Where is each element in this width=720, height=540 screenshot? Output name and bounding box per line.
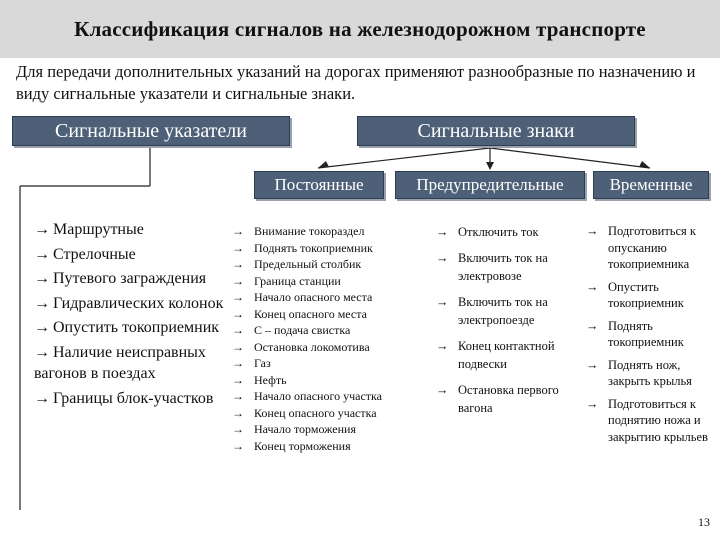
signal-signs-label: Сигнальные знаки <box>417 119 575 142</box>
list-item <box>34 317 224 339</box>
page-title: Классификация сигналов на железнодорожном транспорте <box>74 16 646 41</box>
list-item-text: Маршрутные <box>53 221 144 238</box>
list-item-text: Конец опасного участка <box>254 405 377 420</box>
arrow-icon: → <box>436 251 449 265</box>
list-item-text: Опустить токоприемник <box>608 279 684 310</box>
warning-box <box>395 171 585 199</box>
list-item <box>34 244 224 266</box>
list-item <box>586 223 716 273</box>
list-item-text: Путевого заграждения <box>53 270 207 287</box>
arrow-icon: → <box>586 357 599 372</box>
signs-connector-right <box>490 148 650 168</box>
list-item-text: Конец опасного места <box>254 306 367 321</box>
list-item-text: Поднять токоприемник <box>608 318 684 349</box>
list-item-text: Отключить ток <box>458 225 539 239</box>
arrow-icon: → <box>232 240 244 255</box>
list-item-text: Начало опасного места <box>254 290 373 304</box>
list-item-text: Граница станции <box>254 273 341 288</box>
list-item <box>586 318 716 351</box>
arrow-icon: → <box>34 270 50 287</box>
arrow-icon: → <box>232 405 244 420</box>
list-item-text: Конец торможения <box>254 438 351 453</box>
arrow-icon: → <box>586 318 599 333</box>
permanent-box <box>254 171 384 199</box>
list-item-text: Опустить токоприемник <box>53 319 220 336</box>
list-item-text: Включить ток на электропоезде <box>458 295 548 327</box>
arrowhead-left <box>318 161 329 168</box>
list-item-text: Поднять токоприемник <box>254 240 373 255</box>
arrow-icon: → <box>586 279 599 294</box>
list-item <box>586 396 716 446</box>
arrow-icon: → <box>232 273 244 288</box>
warning-label: Предупредительные <box>416 175 564 194</box>
arrow-icon: → <box>436 383 449 397</box>
intro-text: Для передачи дополнительных указаний на дорогах применяют разнообразные по назначению и виду сигнальные указатели и сигнальные знаки. <box>16 62 696 103</box>
arrow-icon: → <box>34 389 50 407</box>
list-item-text: Начало торможения <box>254 422 356 436</box>
list-item <box>586 279 716 312</box>
list-item <box>34 342 224 385</box>
list-item <box>436 337 566 373</box>
list-item-text: Газ <box>254 356 271 370</box>
arrow-icon: → <box>34 221 50 238</box>
arrow-icon: → <box>586 224 599 238</box>
arrow-icon: → <box>232 306 244 321</box>
arrow-icon: → <box>232 257 244 271</box>
list-item <box>232 240 407 257</box>
arrow-icon: → <box>436 339 449 353</box>
list-item <box>232 388 407 405</box>
list-item <box>232 421 407 438</box>
list-item <box>232 372 407 389</box>
list-item-text: Остановка локомотива <box>254 339 370 354</box>
list-item <box>586 357 716 390</box>
list-item <box>232 322 407 339</box>
list-item-text: Предельный столбик <box>254 257 362 271</box>
warning-list <box>436 223 566 425</box>
list-item-text: Остановка первого вагона <box>458 383 559 415</box>
arrow-icon: → <box>232 438 244 453</box>
list-item-text: Границы блок-участков <box>53 389 214 407</box>
arrow-icon: → <box>232 323 244 337</box>
arrow-icon: → <box>232 389 244 403</box>
arrow-icon: → <box>232 339 244 354</box>
list-item <box>232 405 407 422</box>
arrowhead-mid <box>486 162 494 170</box>
list-item-text: Подготовиться к опусканию токоприемника <box>608 224 696 271</box>
arrow-icon: → <box>436 225 449 239</box>
list-item <box>436 293 566 329</box>
temporary-list <box>586 223 716 451</box>
list-item <box>436 249 566 285</box>
list-item-text: Подготовиться к поднятию ножа и закрытию крыльев <box>608 396 708 444</box>
arrow-icon: → <box>586 396 599 411</box>
temporary-label: Временные <box>609 175 693 194</box>
permanent-list <box>232 223 407 454</box>
arrow-icon: → <box>34 343 50 361</box>
list-item-text: Стрелочные <box>53 245 136 263</box>
list-item <box>34 388 224 410</box>
list-item <box>232 256 407 273</box>
list-item <box>232 273 407 290</box>
list-item <box>232 438 407 455</box>
arrow-icon: → <box>232 290 244 304</box>
list-item <box>232 355 407 372</box>
arrow-icon: → <box>232 372 244 387</box>
arrow-icon: → <box>232 422 244 436</box>
permanent-label: Постоянные <box>274 175 364 194</box>
arrow-icon: → <box>34 319 50 336</box>
list-item-text: Нефть <box>254 372 287 387</box>
list-item <box>436 381 566 417</box>
temporary-box <box>593 171 709 199</box>
list-item <box>232 223 407 240</box>
list-item-text: Поднять нож, закрыть крылья <box>608 357 692 388</box>
arrow-icon: → <box>34 245 50 263</box>
list-item <box>34 219 224 241</box>
list-item-text: Гидравлических колонок <box>53 294 224 312</box>
signal-indicators-box <box>12 116 290 146</box>
list-item-text: Внимание токораздел <box>254 224 365 238</box>
list-item <box>34 293 224 315</box>
list-item-text: Включить ток на электровозе <box>458 251 548 283</box>
list-item-text: Конец контактной подвески <box>458 339 555 371</box>
arrow-icon: → <box>436 295 449 309</box>
signal-indicators-label: Сигнальные указатели <box>55 119 247 142</box>
list-item-text: Наличие неисправных вагонов в поездах <box>34 343 206 382</box>
page-number: 13 <box>698 515 710 529</box>
list-item <box>436 223 566 241</box>
list-item <box>232 306 407 323</box>
arrow-icon: → <box>232 224 244 238</box>
list-item <box>232 339 407 356</box>
list-item-text: Начало опасного участка <box>254 389 382 403</box>
list-item <box>232 289 407 306</box>
list-item <box>34 268 224 290</box>
arrowhead-right <box>639 161 650 168</box>
signs-connector-left <box>318 148 490 168</box>
arrow-icon: → <box>34 294 50 312</box>
list-item-text: С – подача свистка <box>254 323 351 337</box>
indicators-list <box>34 219 224 412</box>
arrow-icon: → <box>232 356 244 370</box>
signal-signs-box <box>357 116 635 146</box>
